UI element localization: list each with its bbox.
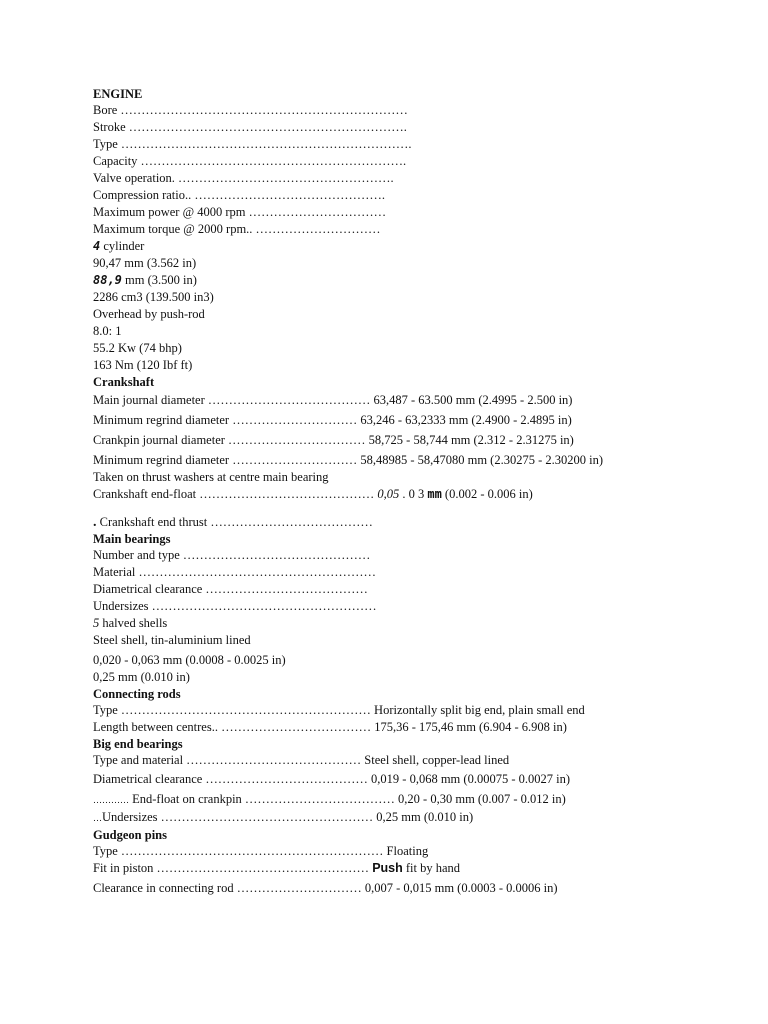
fit-row: [93, 860, 733, 877]
end-float-label: Crankshaft end-float ……………………………………: [93, 487, 375, 501]
fit-rest: fit by hand: [405, 861, 461, 875]
end-thrust-text: Crankshaft end thrust …………………………………: [99, 515, 373, 529]
fit-push: Push: [372, 861, 403, 875]
stroke-value: [93, 272, 733, 289]
torque-value: 163 Nm (120 Ibf ft): [93, 358, 193, 372]
main-journal-row: Main journal diameter ………………………………… 63,487 - 63.500 mm (2.4995 - 2.500 in): [93, 393, 573, 407]
undersize-dots: …: [93, 813, 102, 823]
clearance-rod-row: Clearance in connecting rod ………………………… 0,007 - 0,015 mm (0.0003 - 0.0006 in): [93, 881, 558, 895]
end-float-min: 0,05: [377, 487, 400, 501]
main-bearings-heading: Main bearings: [93, 532, 171, 546]
cylinder-text: cylinder: [103, 239, 145, 253]
end-float-rest: (0.002 - 0.006 in): [444, 487, 533, 501]
big-end-undersize-row: [93, 809, 733, 827]
undersizes-row: Undersizes ………………………………………………: [93, 599, 377, 613]
capacity-row: Capacity ……………………………………………………….: [93, 154, 407, 168]
crankshaft-heading: Crankshaft: [93, 375, 155, 389]
thrust-washers-row: Taken on thrust washers at centre main bearing: [93, 470, 329, 484]
compression-row: Compression ratio.. ……………………………………….: [93, 188, 386, 202]
rod-length-row: Length between centres.. ……………………………… 175,36 - 175,46 mm (6.904 - 6.908 in): [93, 720, 567, 734]
stroke-row: Stroke ………………………………………………………….: [93, 120, 407, 134]
power-row: Maximum power @ 4000 rpm ……………………………: [93, 205, 387, 219]
material-row: Material …………………………………………………: [93, 565, 376, 579]
type-row: Type …………………………………………………………….: [93, 137, 412, 151]
gudgeon-heading: Gudgeon pins: [93, 828, 167, 842]
connecting-rods-heading: Connecting rods: [93, 687, 181, 701]
end-float-text: End-float on crankpin ……………………………… 0,20 - 0,30 mm (0.007 - 0.012 in): [132, 792, 566, 806]
end-thrust-row: [93, 514, 733, 531]
diametrical-row: Diametrical clearance …………………………………: [93, 582, 368, 596]
big-end-clearance-row: Diametrical clearance ………………………………… 0,019 - 0,068 mm (0.00075 - 0.0027 in): [93, 772, 570, 786]
ratio-value: 8.0: 1: [93, 324, 122, 338]
big-end-heading: Big end bearings: [93, 737, 183, 751]
big-end-type-row: Type and material …………………………………… Steel shell, copper-lead lined: [93, 753, 510, 767]
cylinder-number: 4: [93, 239, 101, 253]
gudgeon-type-row: Type ……………………………………………………… Floating: [93, 844, 429, 858]
rod-type-row: Type …………………………………………………… Horizontally split big end, plain small end: [93, 703, 585, 717]
undersize-value: 0,25 mm (0.010 in): [93, 670, 190, 684]
shells-value: [93, 615, 733, 632]
power-value: 55.2 Kw (74 bhp): [93, 341, 182, 355]
valve-row: Valve operation. …………………………………………….: [93, 171, 394, 185]
clearance-value: 0,020 - 0,063 mm (0.0008 - 0.0025 in): [93, 653, 286, 667]
undersize-text: Undersizes …………………………………………… 0,25 mm (0.010 in): [102, 810, 474, 824]
material-value: Steel shell, tin-aluminium lined: [93, 633, 251, 647]
bullet-dot: .: [93, 515, 97, 530]
spec-page: [93, 86, 733, 897]
cylinder-value: [93, 238, 733, 255]
min-regrind-row-2: Minimum regrind diameter ………………………… 58,48985 - 58,47080 mm (2.30275 - 2.30200 in): [93, 453, 604, 467]
number-type-row: Number and type ………………………………………: [93, 548, 371, 562]
capacity-value: 2286 cm3 (139.500 in3): [93, 290, 214, 304]
valve-value: Overhead by push-rod: [93, 307, 205, 321]
engine-heading: ENGINE: [93, 87, 143, 101]
stroke-number: 88,9: [93, 273, 122, 287]
end-float-row: [93, 486, 733, 503]
big-end-float-row: [93, 791, 733, 809]
end-float-unit: mm: [427, 487, 442, 501]
engine-rows: [93, 102, 733, 238]
crankpin-row: Crankpin journal diameter …………………………… 58,725 - 58,744 mm (2.312 - 2.31275 in): [93, 433, 574, 447]
torque-row: Maximum torque @ 2000 rpm.. …………………………: [93, 222, 381, 236]
bore-value: 90,47 mm (3.562 in): [93, 256, 197, 270]
min-regrind-row: Minimum regrind diameter ………………………… 63,246 - 63,2333 mm (2.4900 - 2.4895 in): [93, 413, 572, 427]
shells-text: halved shells: [102, 616, 168, 630]
end-float-dots: …………: [93, 795, 129, 805]
end-float-mid: . 0 3: [402, 487, 425, 501]
fit-label: Fit in piston ……………………………………………: [93, 861, 370, 875]
stroke-text: mm (3.500 in): [125, 273, 197, 287]
bore-row: Bore ……………………………………………………………: [93, 103, 408, 117]
shells-number: 5: [93, 616, 100, 630]
